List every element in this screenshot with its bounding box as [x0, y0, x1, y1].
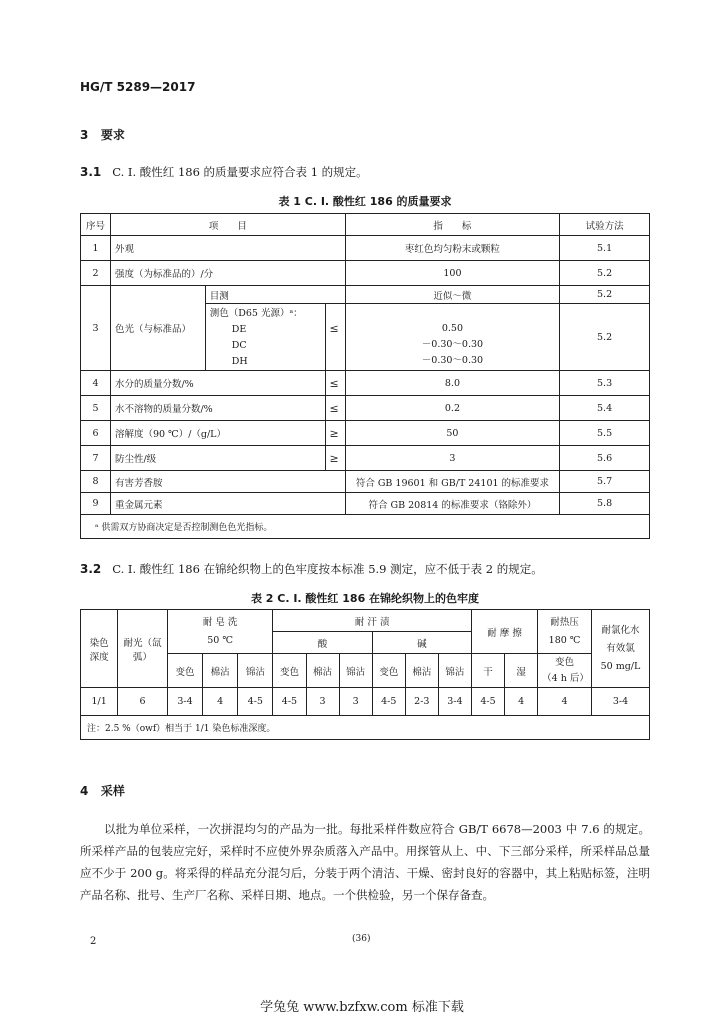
wash-label: 耐 皂 洗: [202, 616, 238, 628]
t2-subheader: 变色: [167, 654, 202, 688]
cell: 3-4: [167, 688, 202, 716]
t2-subheader: 锦沾: [438, 654, 471, 688]
row-no: 3: [81, 286, 111, 371]
t2-header-alkali: 碱: [372, 632, 471, 654]
heat-temp: 180 ℃: [548, 634, 581, 646]
table2-caption: 表 2 C. I. 酸性红 186 在锦纶织物上的色牢度: [250, 592, 480, 605]
chlorine-label-3: 50 mg/L: [600, 660, 641, 672]
section-number: 4: [80, 784, 89, 798]
t2-subheader-heat: [538, 654, 592, 688]
table-row: [81, 286, 650, 304]
table-row: [81, 261, 650, 286]
row-value: 符合 GB 20814 的标准要求（铬除外）: [345, 493, 559, 515]
cell: 4-5: [273, 688, 306, 716]
row-no: 5: [81, 396, 111, 421]
t2-header-sweat: 耐 汗 渍: [273, 610, 472, 632]
row-no: 7: [81, 446, 111, 471]
table-row: [81, 371, 650, 396]
row-value: [345, 304, 559, 371]
standard-code: HG/T 5289—2017: [80, 80, 196, 94]
footer-watermark: 学兔兔 www.bzfxw.com 标准下载: [260, 1000, 464, 1015]
heat-label: 耐热压: [550, 616, 579, 628]
cell: 4-5: [471, 688, 504, 716]
le-symbol: ≤: [325, 371, 345, 396]
le-symbol: ≤: [325, 304, 345, 371]
row-item: 水不溶物的质量分数/%: [110, 396, 325, 421]
row-no: 9: [81, 493, 111, 515]
chlorine-label-2: 有效氯: [606, 642, 635, 654]
t2-subheader: 变色: [372, 654, 405, 688]
row-value: 0.2: [345, 396, 559, 421]
row-no: 1: [81, 236, 111, 261]
cell: 3: [339, 688, 372, 716]
table-row: [81, 421, 650, 446]
dh-value: －0.30～0.30: [421, 355, 484, 366]
row-no: 8: [81, 471, 111, 493]
cell: 1/1: [81, 688, 118, 716]
row-method: 5.2: [560, 261, 650, 286]
table1: [80, 213, 650, 539]
t1-header-no: 序号: [81, 214, 111, 236]
t2-header-heat: [538, 610, 592, 654]
t2-subheader: 棉沾: [203, 654, 238, 688]
table-row: [81, 471, 650, 493]
ge-symbol: ≥: [325, 446, 345, 471]
dh-label: DH: [231, 356, 248, 367]
table-row: [81, 446, 650, 471]
cell: 3-4: [591, 688, 649, 716]
dc-value: －0.30～0.30: [421, 339, 484, 350]
row-no: 6: [81, 421, 111, 446]
ge-symbol: ≥: [325, 421, 345, 446]
wash-temp: 50 ℃: [207, 634, 234, 646]
row-item: 色光（与标准品）: [110, 286, 205, 371]
sheet-number: (36): [352, 934, 371, 944]
row-item: 水分的质量分数/%: [110, 371, 325, 396]
t2-subheader: 锦沾: [238, 654, 273, 688]
row-method: 5.6: [560, 446, 650, 471]
chlorine-label: 耐氯化水: [601, 624, 640, 636]
row-item: 防尘性/级: [110, 446, 325, 471]
table1-note: ᵃ 供需双方协商决定是否控制测色色光指标。: [81, 515, 650, 539]
de-label: DE: [231, 324, 247, 335]
t1-header-value: 指 标: [345, 214, 559, 236]
cell: 4: [505, 688, 538, 716]
t2-header-chlorine: [591, 610, 649, 688]
cell: 4-5: [372, 688, 405, 716]
heat-sub: 变色: [555, 656, 575, 668]
row-item: 有害芳香胺: [110, 471, 345, 493]
t1-header-method: 试验方法: [560, 214, 650, 236]
t2-header-rub: 耐 摩 擦: [471, 610, 537, 654]
table-row: [81, 236, 650, 261]
row-item: 重金属元素: [110, 493, 345, 515]
clause-3-2: [80, 561, 543, 577]
clause-number: 3.1: [80, 165, 102, 179]
cell: 4-5: [238, 688, 273, 716]
row-value: 50: [345, 421, 559, 446]
row-method: 5.8: [560, 493, 650, 515]
row-no: 4: [81, 371, 111, 396]
row-value: 100: [345, 261, 559, 286]
row-method: 5.3: [560, 371, 650, 396]
row-method: 5.4: [560, 396, 650, 421]
row-value: 枣红色均匀粉末或颗粒: [345, 236, 559, 261]
table-row: [81, 493, 650, 515]
dc-label: DC: [231, 340, 247, 351]
row-value: 8.0: [345, 371, 559, 396]
section-title: 要求: [100, 128, 125, 142]
row-method: 5.2: [560, 286, 650, 304]
clause-3-1: [80, 164, 368, 180]
de-value: 0.50: [441, 323, 464, 334]
row-no: 2: [81, 261, 111, 286]
table-row: [81, 396, 650, 421]
t2-header-wash: [167, 610, 273, 654]
cell: 2-3: [405, 688, 438, 716]
section-4-heading: [80, 782, 125, 799]
row-method: 5.7: [560, 471, 650, 493]
t2-header-depth: 染色深度: [81, 610, 118, 688]
row-subitem: 目测: [205, 286, 345, 304]
row-item: 强度（为标准品的）/分: [110, 261, 345, 286]
section-3-heading: [80, 126, 125, 143]
row-subitem: [205, 304, 325, 371]
section-title: 采样: [100, 784, 125, 798]
instrument-label: 测色（D65 光源）ᵃ：: [209, 308, 303, 319]
row-item: 溶解度（90 ℃）/（g/L）: [110, 421, 325, 446]
row-method: 5.5: [560, 421, 650, 446]
t2-subheader: 湿: [505, 654, 538, 688]
row-value: 3: [345, 446, 559, 471]
table-row: [81, 688, 650, 716]
table2-note: 注：2.5 %（owf）相当于 1/1 染色标准深度。: [81, 716, 650, 740]
t1-header-item: 项 目: [110, 214, 345, 236]
clause-text: C. I. 酸性红 186 在锦纶织物上的色牢度按本标准 5.9 测定，应不低于表 2 的规定。: [112, 562, 543, 576]
section-number: 3: [80, 128, 89, 142]
heat-time: （4 h 后）: [542, 672, 589, 684]
t2-header-light: 耐光（氙弧）: [118, 610, 168, 688]
page-number: 2: [90, 936, 97, 947]
cell: 3: [306, 688, 339, 716]
t2-subheader: 干: [471, 654, 504, 688]
t2-subheader: 变色: [273, 654, 306, 688]
cell: 4: [538, 688, 592, 716]
clause-text: C. I. 酸性红 186 的质量要求应符合表 1 的规定。: [112, 165, 368, 179]
row-item: 外观: [110, 236, 345, 261]
cell: 6: [118, 688, 168, 716]
cell: 3-4: [438, 688, 471, 716]
sampling-paragraph: 以批为单位采样，一次拼混均匀的产品为一批。每批采样件数应符合 GB/T 6678—2003 中 7.6 的规定。所采样产品的包装应完好，采样时不应使外界杂质落入产品中。用探管从上、中、下三部分采样，所采样品总量应不少于 200 g。将采得的样品充分混匀后，分装于两个清洁、干燥、密封良好的容器中，其上粘贴标签，注明产品名称、批号、生产厂名称、采样日期、地点。一个供检验，另一个保存备查。: [80, 822, 650, 902]
t2-subheader: 棉沾: [405, 654, 438, 688]
table2: [80, 609, 650, 740]
clause-number: 3.2: [80, 562, 102, 576]
row-method: 5.2: [560, 304, 650, 371]
row-method: 5.1: [560, 236, 650, 261]
row-value: 符合 GB 19601 和 GB/T 24101 的标准要求: [345, 471, 559, 493]
t2-subheader: 锦沾: [339, 654, 372, 688]
le-symbol: ≤: [325, 396, 345, 421]
cell: 4: [203, 688, 238, 716]
t2-subheader: 棉沾: [306, 654, 339, 688]
t2-header-acid: 酸: [273, 632, 372, 654]
table1-caption: 表 1 C. I. 酸性红 186 的质量要求: [278, 195, 452, 208]
row-value: 近似～微: [345, 286, 559, 304]
